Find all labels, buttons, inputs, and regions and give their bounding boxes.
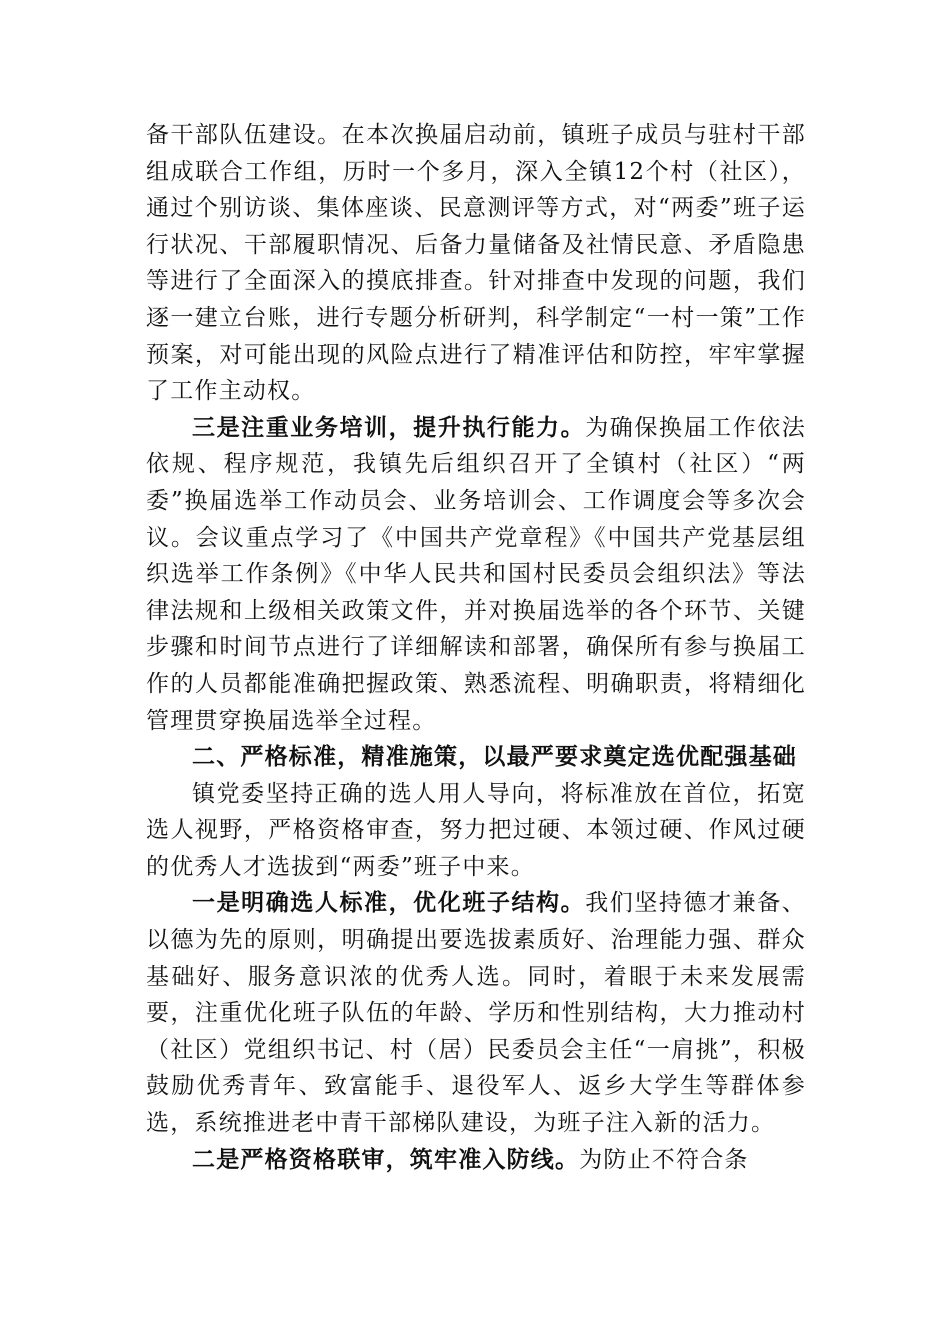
- paragraph-point-three: [146, 410, 806, 739]
- section-heading: 二、严格标准，精准施策，以最严要求奠定选优配强基础: [192, 743, 797, 771]
- paragraph-body: 为确保换届工作依法依规、程序规范，我镇先后组织召开了全镇村（社区）“两委”换届选举工作动员会、业务培训会、工作调度会等多次会议。会议重点学习了《中国共产党章程》《中国共产党基层组织选举工作条例》《中华人民共和国村民委员会组织法》等法律法规和上级相关政策文件，并对换届选举的各个环节、关键步骤和时间节点进行了详细解读和部署，确保所有参与换届工作的人员都能准确把握政策、熟悉流程、明确职责，将精细化管理贯穿换届选举全过程。: [146, 414, 806, 734]
- paragraph-body: 为防止不符合条: [579, 1146, 749, 1173]
- document-page: [146, 117, 806, 1178]
- paragraph-continuation: [146, 117, 806, 410]
- paragraph-body: 镇党委坚持正确的选人用人导向，将标准放在首位，拓宽选人视野，严格资格审查，努力把过硬、本领过硬、作风过硬的优秀人才选拔到“两委”班子中来。: [146, 780, 806, 880]
- paragraph-intro: [146, 776, 806, 886]
- paragraph-lead: 一是明确选人标准，优化班子结构。: [192, 889, 586, 917]
- paragraph-lead: 二是严格资格联审，筑牢准入防线。: [192, 1145, 580, 1173]
- paragraph-lead: 三是注重业务培训，提升执行能力。: [192, 413, 586, 441]
- paragraph-body: 备干部队伍建设。在本次换届启动前，镇班子成员与驻村干部组成联合工作组，历时一个多月，深入全镇12个村（社区），通过个别访谈、集体座谈、民意测评等方式，对“两委”班子运行状况、干部履职情况、后备力量储备及社情民意、矛盾隐患等进行了全面深入的摸底排查。针对排查中发现的问题，我们逐一建立台账，进行专题分析研判，科学制定“一村一策”工作预案，对可能出现的风险点进行了精准评估和防控，牢牢掌握了工作主动权。: [146, 122, 806, 405]
- paragraph-point-one: [146, 885, 806, 1141]
- paragraph-point-two: [146, 1142, 806, 1179]
- paragraph-body: 我们坚持德才兼备、以德为先的原则，明确提出要选拔素质好、治理能力强、群众基础好、服务意识浓的优秀人选。同时，着眼于未来发展需要，注重优化班子队伍的年龄、学历和性别结构，大力推动村（社区）党组织书记、村（居）民委员会主任“一肩挑”，积极鼓励优秀青年、致富能手、退役军人、返乡大学生等群体参选，系统推进老中青干部梯队建设，为班子注入新的活力。: [146, 890, 806, 1137]
